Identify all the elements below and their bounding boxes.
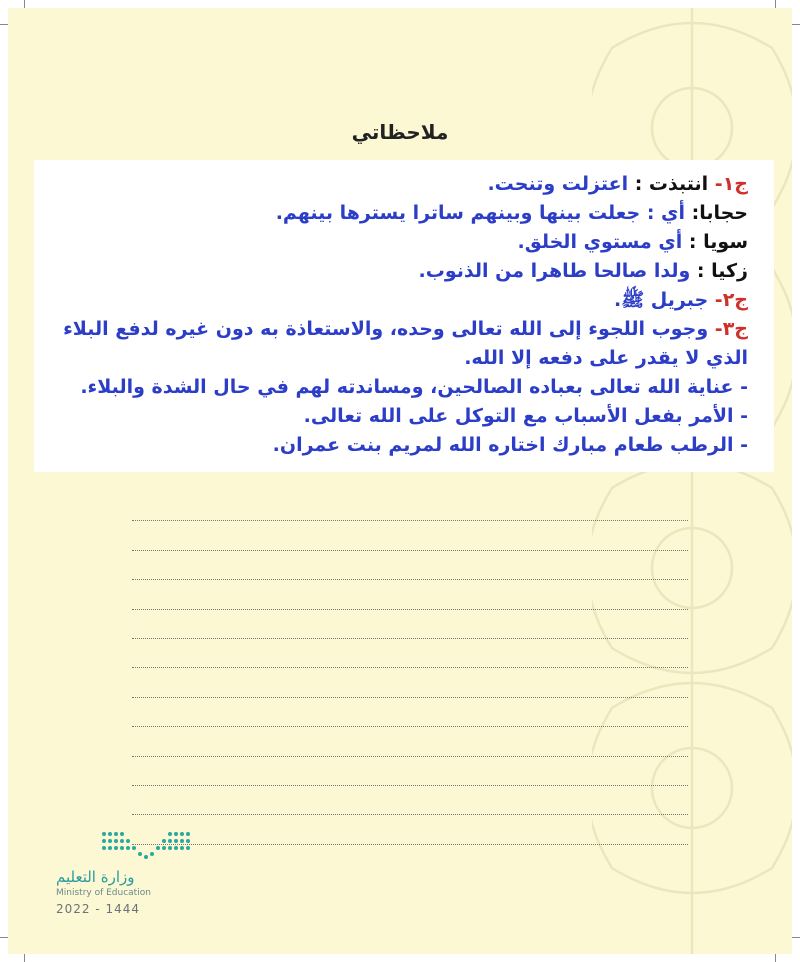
writing-line xyxy=(132,580,688,609)
answer-line: ج٣- وجوب اللجوء إلى الله تعالى وحده، والاستعاذة به دون غيره لدفع البلاء الذي لا يقدر على دفعه إلا الله. xyxy=(63,318,748,369)
answers-panel xyxy=(34,160,774,472)
ministry-name-english: Ministry of Education xyxy=(56,888,151,898)
writing-line xyxy=(132,521,688,550)
answer-line: ج٢- جبريل ﷺ. xyxy=(614,289,748,311)
answer-line: سويا : أي مستوي الخلق. xyxy=(517,231,748,253)
answer-line: - عناية الله تعالى بعباده الصالحين، ومساندته لهم في حال الشدة والبلاء. xyxy=(80,376,748,398)
ministry-dots-logo-icon xyxy=(100,830,192,862)
writing-line xyxy=(132,727,688,756)
edition-year: 2022 - 1444 xyxy=(56,902,141,916)
answer-line: ج١- انتبذت : اعتزلت وتنحت. xyxy=(487,173,748,195)
page-title: ملاحظاتي xyxy=(351,120,449,144)
answer-line: - الرطب طعام مبارك اختاره الله لمريم بنت عمران. xyxy=(272,434,748,456)
writing-line xyxy=(132,610,688,639)
writing-lines xyxy=(132,492,688,845)
answer-line: زكيا : ولدا صالحا طاهرا من الذنوب. xyxy=(418,260,748,282)
writing-line xyxy=(132,551,688,580)
writing-line xyxy=(132,668,688,697)
writing-line xyxy=(132,757,688,786)
writing-line xyxy=(132,815,688,844)
writing-line xyxy=(132,786,688,815)
notes-page xyxy=(8,8,792,954)
writing-line xyxy=(132,492,688,521)
ministry-name-arabic: وزارة التعليم xyxy=(56,868,135,886)
answer-line: حجابا: أي : جعلت بينها وبينهم ساترا يسترها بينهم. xyxy=(275,202,748,224)
writing-line xyxy=(132,639,688,668)
answer-line: - الأمر بفعل الأسباب مع التوكل على الله تعالى. xyxy=(303,405,748,427)
writing-line xyxy=(132,698,688,727)
